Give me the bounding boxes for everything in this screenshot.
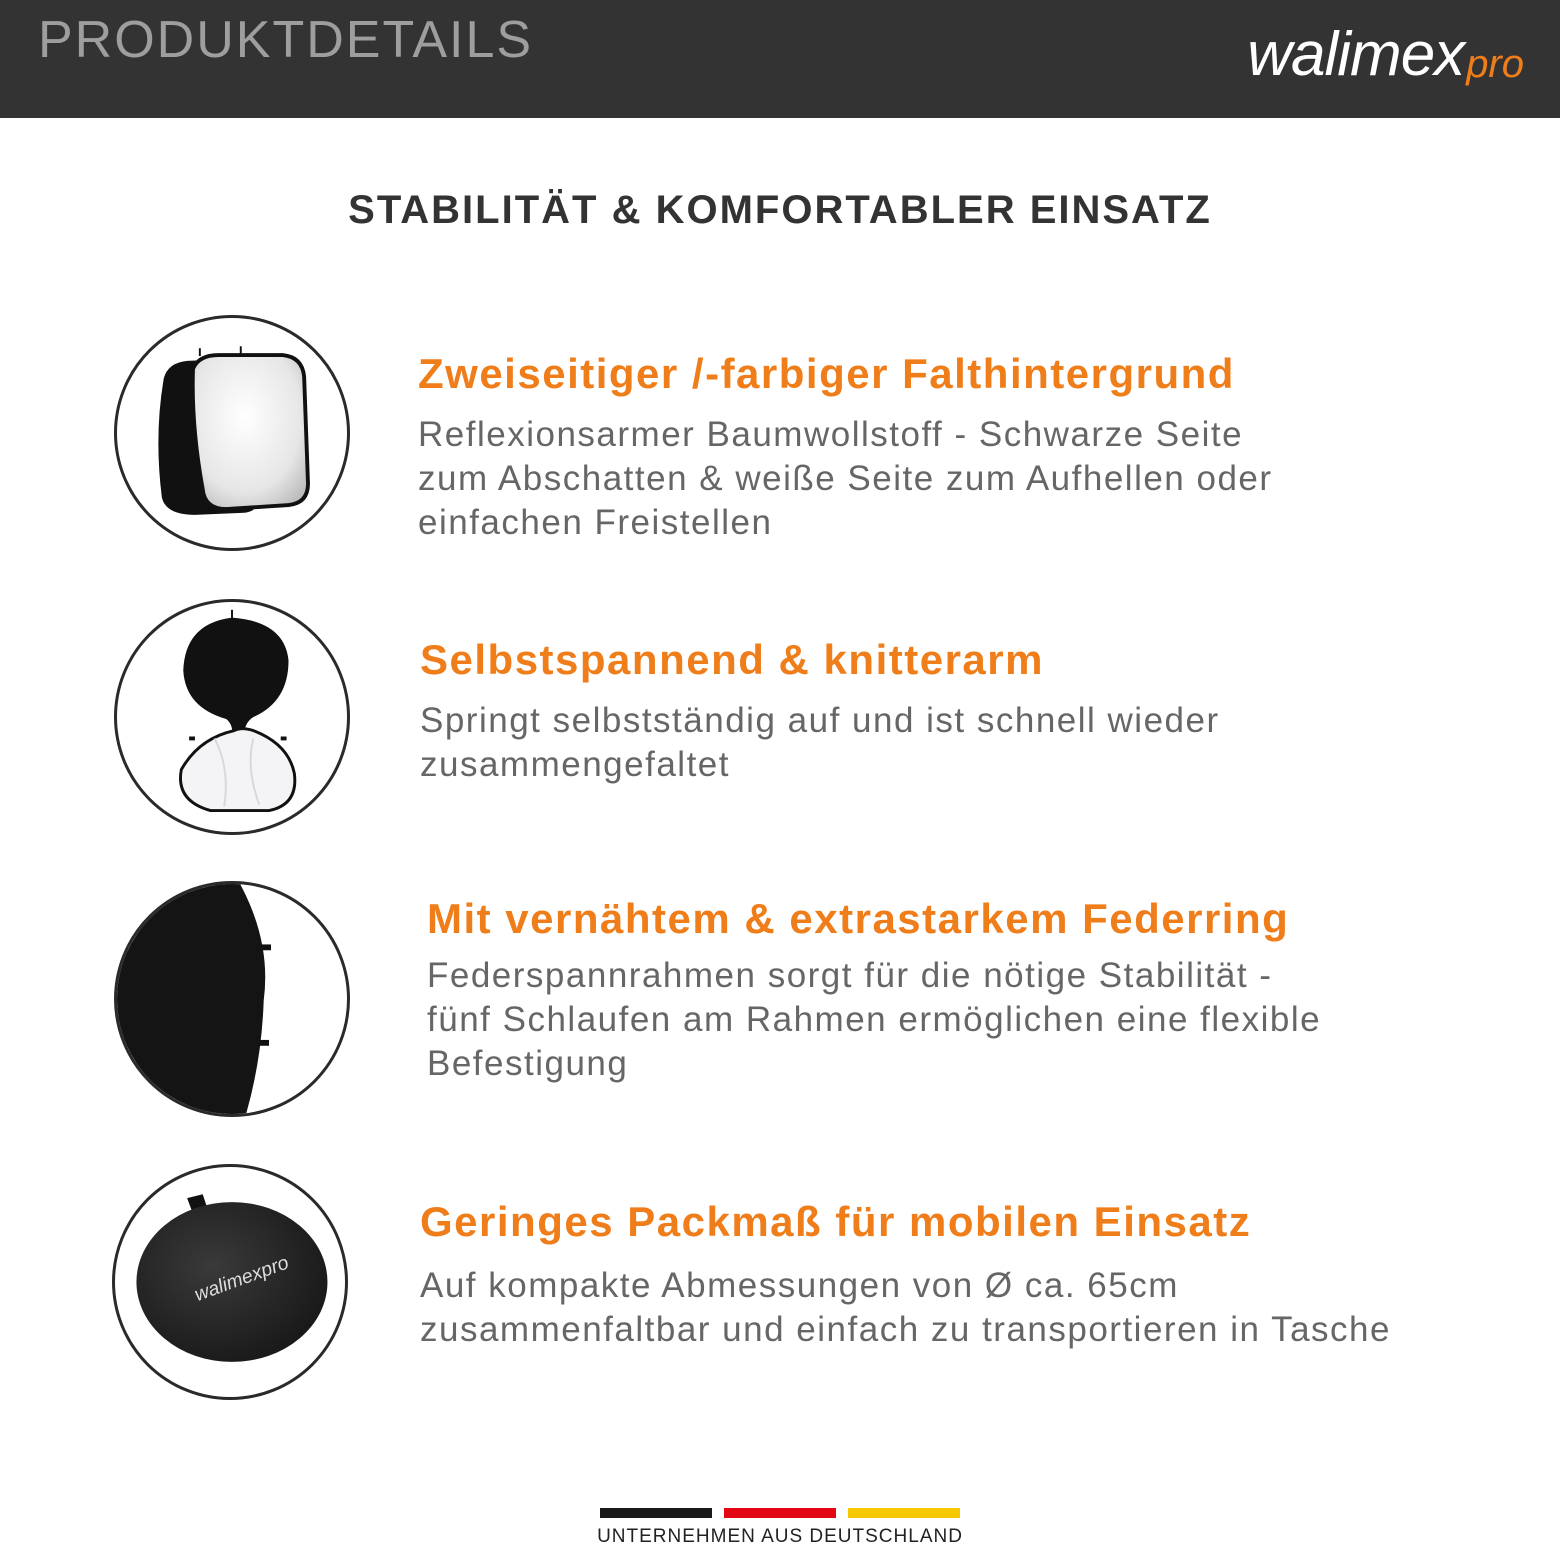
feature-description-line: Federspannrahmen sorgt für die nötige Stabilität - (427, 956, 1273, 995)
feature-description-line: fünf Schlaufen am Rahmen ermöglichen eine flexible (427, 1000, 1322, 1039)
feature-description (420, 699, 1520, 787)
two-sided-backdrop-icon (114, 315, 350, 551)
header-title: PRODUKTDETAILS (38, 11, 534, 69)
feature-description-line: einfachen Freistellen (418, 503, 773, 542)
footer-text: UNTERNEHMEN AUS DEUTSCHLAND (597, 1526, 963, 1547)
header-bar (0, 0, 1560, 118)
feature-description-line: Springt selbstständig auf und ist schnell wieder (420, 701, 1220, 740)
section-title: STABILITÄT & KOMFORTABLER EINSATZ (348, 188, 1212, 232)
feature-description-line: zusammenfaltbar und einfach zu transportieren in Tasche (420, 1310, 1391, 1349)
carry-bag-icon (112, 1164, 348, 1400)
feature-title: Geringes Packmaß für mobilen Einsatz (420, 1198, 1252, 1245)
feature-title: Mit vernähtem & extrastarkem Federring (427, 895, 1290, 942)
feature-title: Selbstspannend & knitterarm (420, 636, 1044, 683)
walimex-pro-logo (1247, 6, 1524, 89)
feature-description-line: Befestigung (427, 1044, 629, 1083)
flag-stripe-gold (848, 1508, 960, 1518)
feature-description-line: zum Abschatten & weiße Seite zum Aufhellen oder (418, 459, 1273, 498)
bag-logo-text: walimexpro (191, 1251, 292, 1306)
feature-title: Zweiseitiger /-farbiger Falthintergrund (418, 350, 1235, 397)
feature-description-line: zusammengefaltet (420, 745, 730, 784)
feature-description (418, 413, 1518, 545)
logo-main-text: walimex (1247, 20, 1465, 89)
logo-pro-text: pro (1466, 42, 1524, 86)
feature-description-line: Auf kompakte Abmessungen von Ø ca. 65cm (420, 1266, 1179, 1305)
feature-description-line: Reflexionsarmer Baumwollstoff - Schwarze Seite (418, 415, 1244, 454)
self-tensioning-backdrop-icon (114, 599, 350, 835)
feature-description (427, 954, 1527, 1086)
spring-ring-icon (114, 881, 350, 1117)
feature-description (420, 1264, 1520, 1352)
flag-stripe-red (724, 1508, 836, 1518)
flag-stripe-black (600, 1508, 712, 1518)
